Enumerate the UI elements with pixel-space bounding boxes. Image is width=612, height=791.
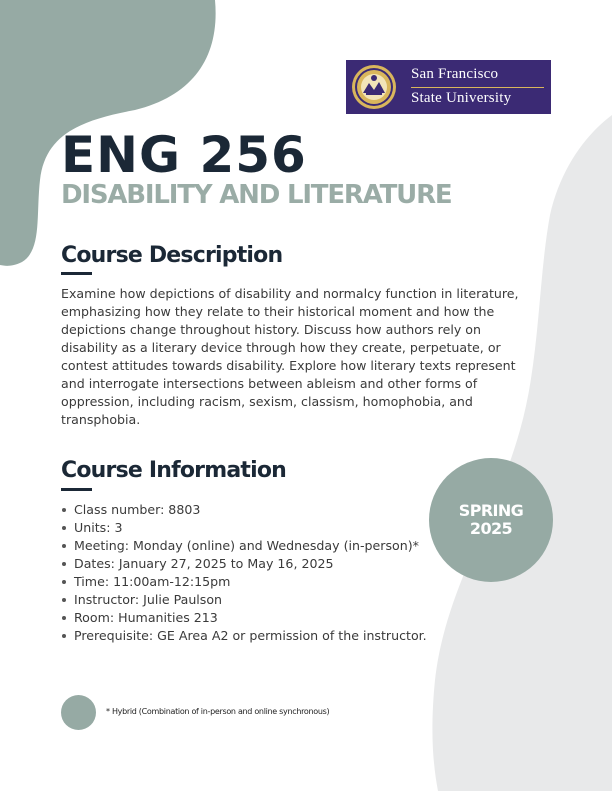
course-information-underline (61, 488, 92, 491)
logo-divider (411, 87, 544, 88)
hybrid-footnote: * Hybrid (Combination of in-person and online synchronous) (106, 707, 330, 716)
info-item-class-number (61, 501, 481, 519)
course-information-heading: Course Information (61, 458, 287, 483)
info-item-text: Time: 11:00am-12:15pm (74, 574, 231, 589)
term-year: 2025 (469, 519, 513, 538)
info-item-text: Prerequisite: GE Area A2 or permission of the instructor. (74, 628, 427, 643)
course-description-underline (61, 272, 92, 275)
course-description-heading: Course Description (61, 243, 283, 268)
course-title: DISABILITY AND LITERATURE (61, 180, 452, 210)
logo-line-1-text: San Francisco (411, 66, 499, 82)
footnote-circle (61, 695, 96, 730)
bullet-icon (62, 562, 66, 566)
info-item-text: Instructor: Julie Paulson (74, 592, 223, 607)
logo-line-2-text: State University (411, 90, 512, 106)
bullet-icon (62, 634, 66, 638)
university-logo (346, 60, 551, 114)
info-item-text: Room: Humanities 213 (74, 610, 218, 625)
info-item-dates (61, 555, 481, 573)
info-item-units (61, 519, 481, 537)
info-item-text: Units: 3 (74, 520, 123, 535)
bullet-icon (62, 508, 66, 512)
bullet-icon (62, 544, 66, 548)
bullet-icon (62, 616, 66, 620)
course-description-text: Examine how depictions of disability and normalcy function in literature, emphasizing how they relate to their historical moment and how the depictions change throughout history. Discuss how authors rely on disability as a literary device through how they create, perpetuate, or contest attitudes towards disability. Explore how literary texts represent and interrogate intersections between ableism and other forms of oppression, including racism, sexism, classism, homophobia, and transphobia. (61, 286, 519, 427)
logo-line-2 (411, 90, 547, 107)
info-item-text: Dates: January 27, 2025 to May 16, 2025 (74, 556, 334, 571)
course-code: ENG 256 (61, 126, 307, 184)
logo-line-1 (411, 66, 547, 83)
info-item-text: Class number: 8803 (74, 502, 201, 517)
info-item-instructor (61, 591, 481, 609)
course-information-list (61, 501, 481, 645)
bullet-icon (62, 580, 66, 584)
info-item-time (61, 573, 481, 591)
term-season: SPRING (458, 501, 524, 520)
info-item-meeting (61, 537, 481, 555)
info-item-prerequisite (61, 627, 481, 645)
info-item-room (61, 609, 481, 627)
university-seal-icon (349, 63, 399, 111)
info-item-text: Meeting: Monday (online) and Wednesday (in-person)* (74, 538, 419, 553)
right-gray-wave (432, 115, 612, 791)
logo-wordmark (402, 60, 551, 114)
bullet-icon (62, 598, 66, 602)
bullet-icon (62, 526, 66, 530)
logo-seal-box (346, 60, 402, 114)
